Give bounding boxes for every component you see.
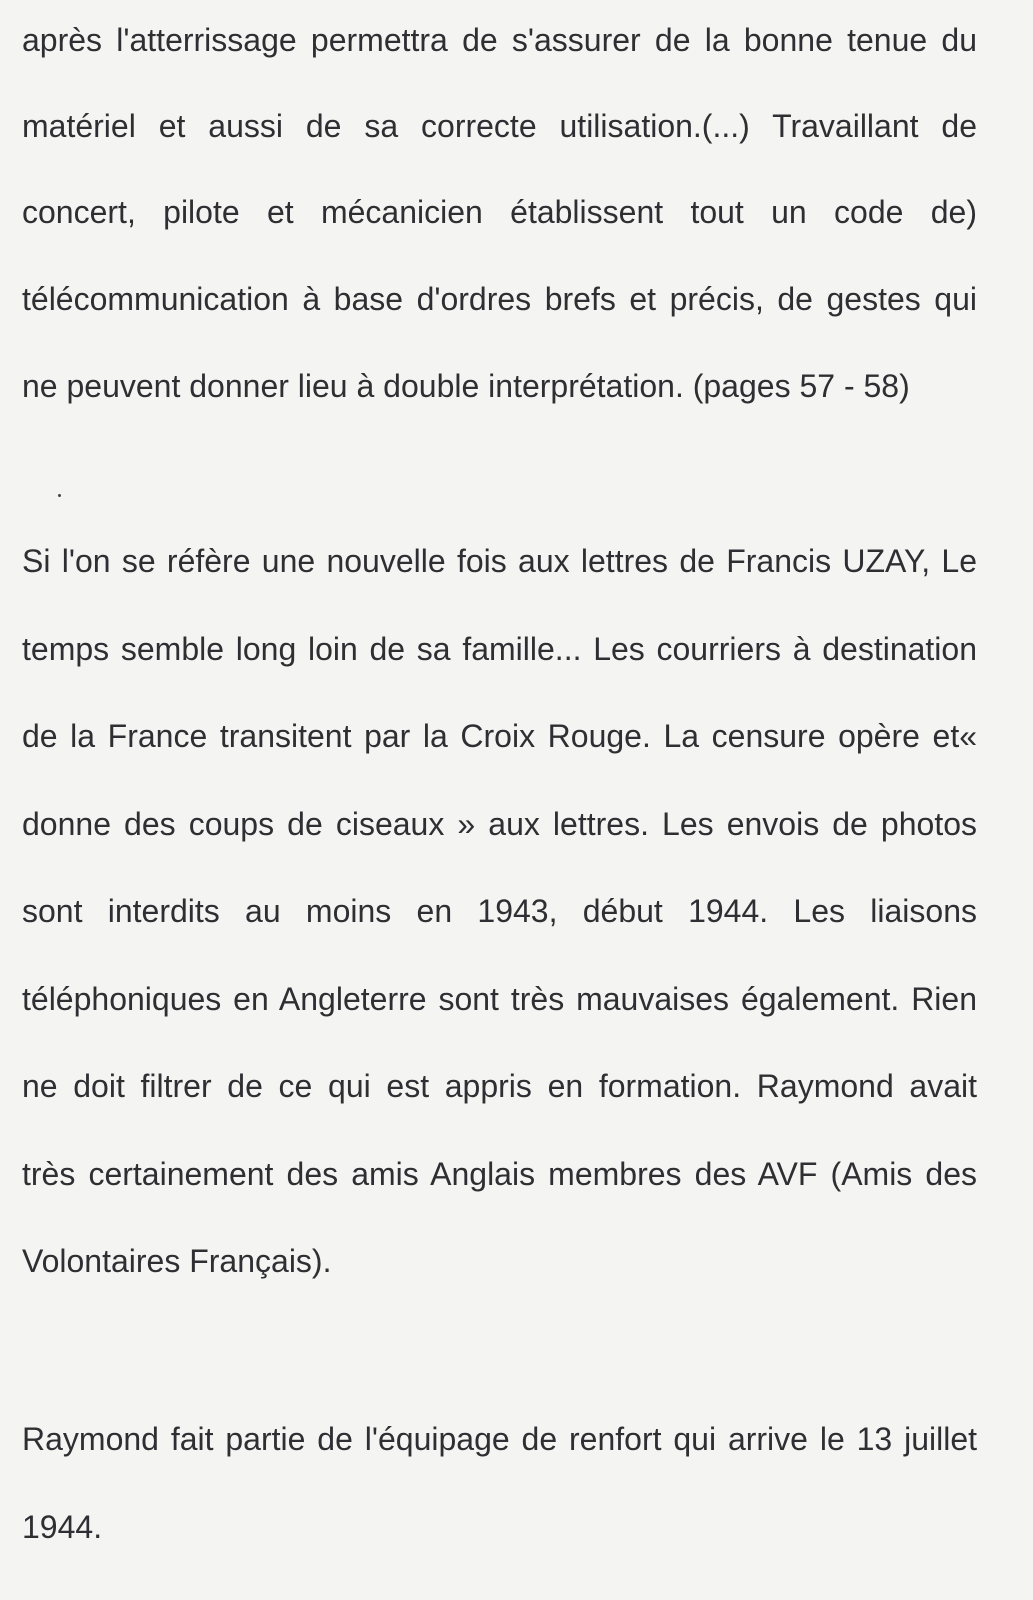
text-line: sont interdits au moins en 1943, début 1944. Les liaisons (22, 893, 977, 929)
text-line: Volontaires Français). (22, 1243, 332, 1279)
text-line: donne des coups de ciseaux » aux lettres. Les envois de photos (22, 806, 977, 842)
text-line: 1944. (22, 1509, 103, 1545)
text-line: après l'atterrissage permettra de s'assurer de la bonne tenue du (22, 22, 977, 58)
stray-mark (58, 494, 61, 497)
text-line: ne peuvent donner lieu à double interprétation. (pages 57 - 58) (22, 368, 910, 404)
text-line: Raymond fait partie de l'équipage de renfort qui arrive le 13 juillet (22, 1421, 977, 1457)
text-line: de la France transitent par la Croix Rouge. La censure opère et« (22, 718, 977, 754)
text-line: très certainement des amis Anglais membres des AVF (Amis des (22, 1156, 977, 1192)
text-line: matériel et aussi de sa correcte utilisation.(...) Travaillant de (22, 108, 977, 144)
text-line: temps semble long loin de sa famille... Les courriers à destination (22, 631, 977, 667)
text-line: téléphoniques en Angleterre sont très mauvaises également. Rien (22, 981, 977, 1017)
text-line: télécommunication à base d'ordres brefs et précis, de gestes qui (22, 281, 977, 317)
text-line: ne doit filtrer de ce qui est appris en formation. Raymond avait (22, 1068, 977, 1104)
text-line: Si l'on se réfère une nouvelle fois aux lettres de Francis UZAY, Le (22, 543, 977, 579)
text-line: concert, pilote et mécanicien établissent tout un code de) (22, 194, 977, 230)
